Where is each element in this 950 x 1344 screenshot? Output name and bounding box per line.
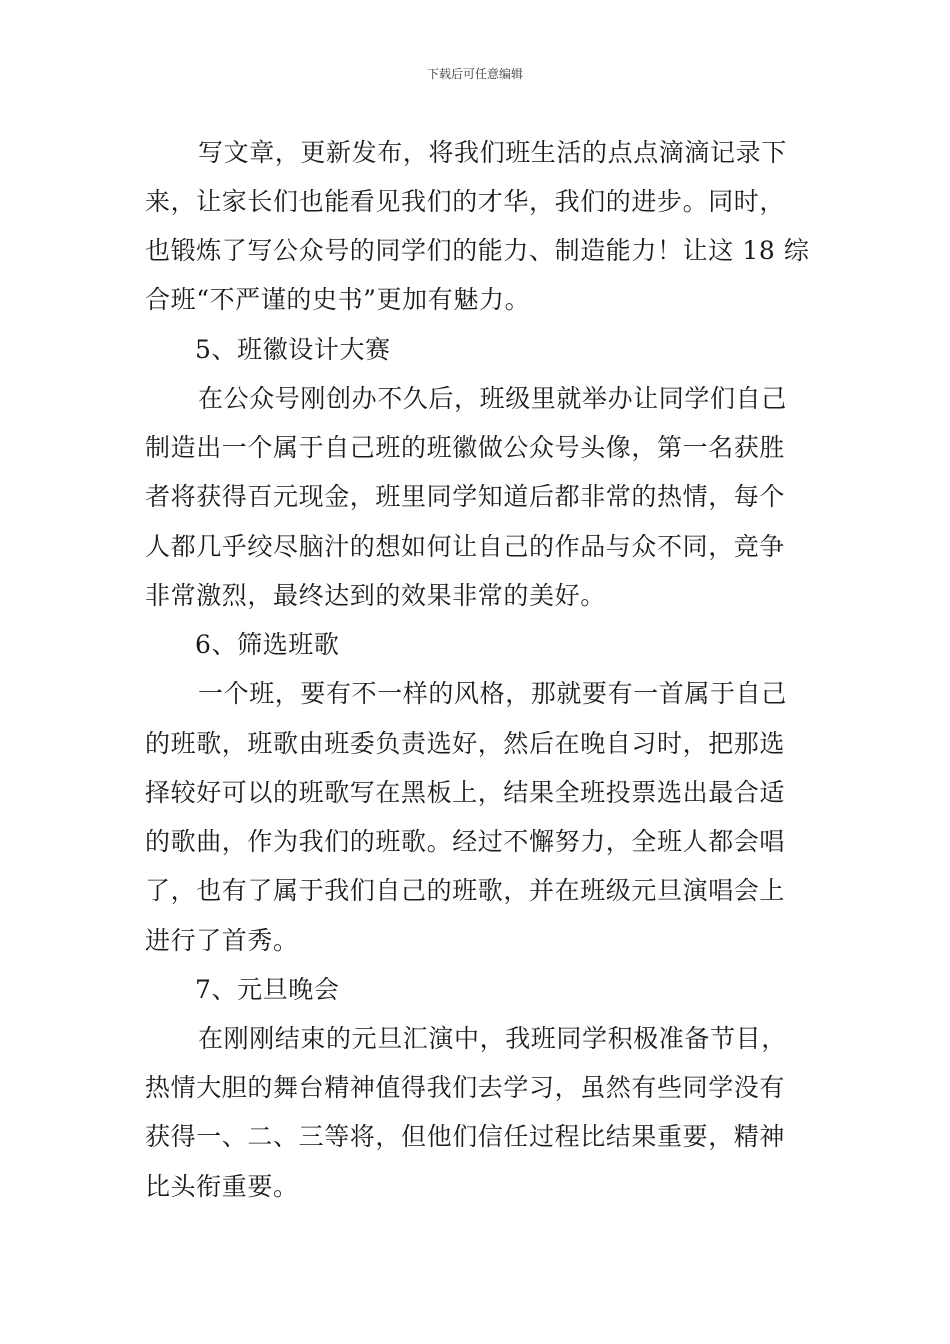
paragraph-line: 了，也有了属于我们自己的班歌，并在班级元旦演唱会上 (145, 876, 786, 905)
section-heading: 6、筛选班歌 (195, 630, 340, 659)
paragraph-line: 一个班，要有不一样的风格，那就要有一首属于自己 (198, 679, 787, 708)
paragraph-line: 热情大胆的舞台精神值得我们去学习，虽然有些同学没有 (145, 1073, 786, 1102)
paragraph-line: 在刚刚结束的元旦汇演中，我班同学积极准备节目， (198, 1024, 787, 1053)
section-heading: 7、元旦晚会 (195, 975, 340, 1004)
paragraph-line: 的班歌，班歌由班委负责选好，然后在晚自习时，把那选 (145, 729, 786, 758)
paragraph-line: 制造出一个属于自己班的班徽做公众号头像，第一名获胜 (145, 433, 786, 462)
paragraph-line: 比头衔重要。 (145, 1172, 299, 1201)
paragraph-line: 获得一、二、三等将，但他们信任过程比结果重要，精神 (145, 1122, 786, 1151)
paragraph-line: 非常激烈，最终达到的效果非常的美好。 (145, 581, 606, 610)
paragraph-line: 写文章，更新发布，将我们班生活的点点滴滴记录下 (198, 138, 787, 167)
section-heading: 5、班徽设计大赛 (195, 335, 391, 364)
paragraph-line: 合班“不严谨的史书”更加有魅力。 (145, 285, 531, 314)
paragraph-line: 人都几乎绞尽脑汁的想如何让自己的作品与众不同，竞争 (145, 532, 786, 561)
paragraph-line: 在公众号刚创办不久后，班级里就举办让同学们自己 (198, 384, 787, 413)
paragraph-line: 也锻炼了写公众号的同学们的能力、制造能力！让这 18 综 (145, 236, 810, 265)
paragraph-line: 者将获得百元现金，班里同学知道后都非常的热情，每个 (145, 482, 786, 511)
paragraph-line: 择较好可以的班歌写在黑板上，结果全班投票选出最合适 (145, 778, 786, 807)
paragraph-line: 进行了首秀。 (145, 926, 299, 955)
page-header: 下载后可任意编辑 (426, 67, 523, 81)
paragraph-line: 的歌曲，作为我们的班歌。经过不懈努力，全班人都会唱 (145, 827, 786, 856)
paragraph-line: 来，让家长们也能看见我们的才华，我们的进步。同时， (145, 187, 786, 216)
